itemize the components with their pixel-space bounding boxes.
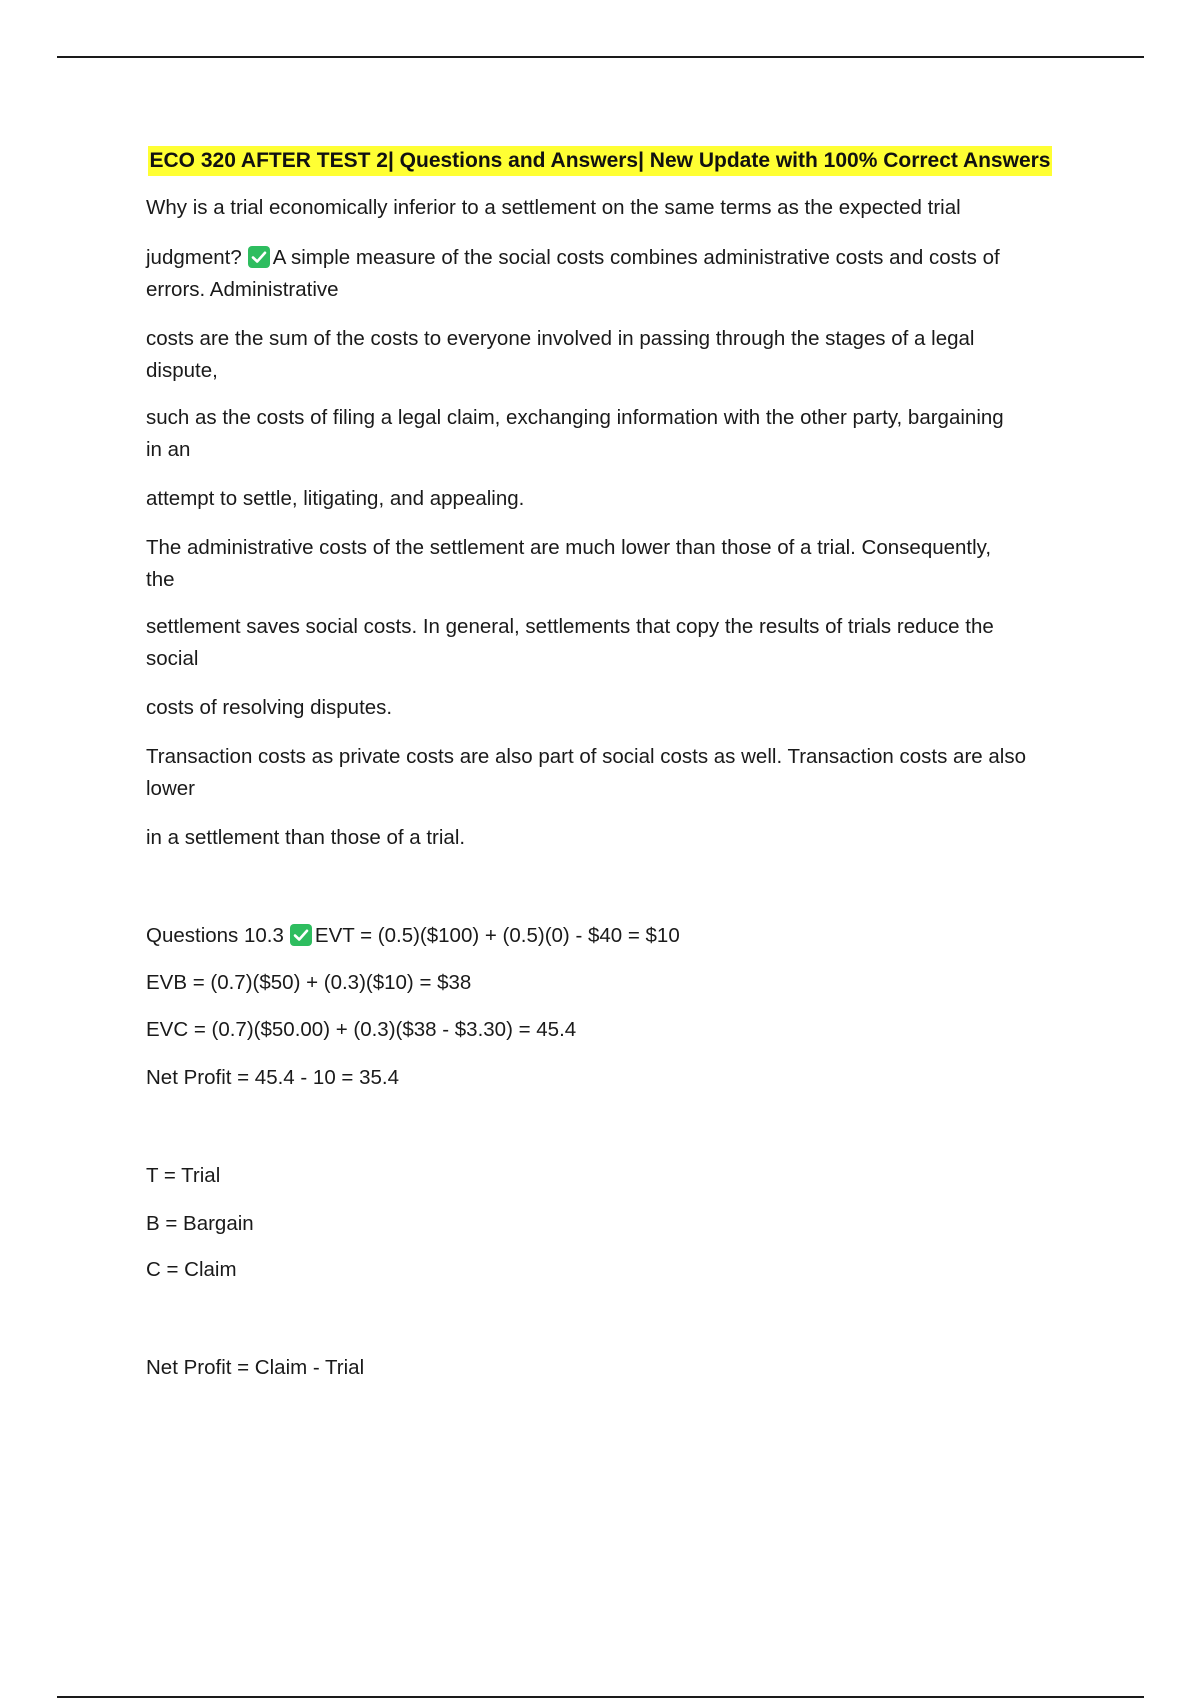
bottom-rule	[57, 1696, 1144, 1698]
question-2-line	[146, 920, 1086, 952]
document-title: ECO 320 AFTER TEST 2| Questions and Answers| New Update with 100% Correct Answers	[148, 146, 1053, 176]
answer-1-line: errors. Administrative	[146, 278, 339, 301]
check-mark-icon	[248, 246, 270, 268]
question-2-prompt: Questions 10.3	[146, 924, 284, 947]
net-profit-formula: Net Profit = Claim - Trial	[146, 1356, 365, 1379]
question-1-line-1: Why is a trial economically inferior to a settlement on the same terms as the expected trial	[146, 196, 961, 219]
equation-evc: EVC = (0.7)($50.00) + (0.3)($38 - $3.30) = 45.4	[146, 1018, 577, 1041]
answer-1-line: such as the costs of filing a legal claim, exchanging information with the other party, bargaining	[146, 406, 1004, 429]
legend-claim: C = Claim	[146, 1258, 237, 1281]
answer-1-line: lower	[146, 777, 195, 800]
answer-2-start: EVT = (0.5)($100) + (0.5)(0) - $40 = $10	[314, 924, 680, 947]
answer-1-line: in a settlement than those of a trial.	[146, 826, 466, 849]
answer-1-line: attempt to settle, litigating, and appealing.	[146, 487, 525, 510]
title-container	[0, 146, 1200, 176]
answer-1-start: A simple measure of the social costs combines administrative costs and costs of	[272, 246, 1000, 269]
legend-trial: T = Trial	[146, 1164, 221, 1187]
check-mark-icon	[290, 924, 312, 946]
answer-1-line: social	[146, 647, 199, 670]
question-1-line-2	[146, 242, 1086, 274]
equation-net-profit: Net Profit = 45.4 - 10 = 35.4	[146, 1066, 399, 1089]
legend-bargain: B = Bargain	[146, 1212, 254, 1235]
answer-1-line: costs of resolving disputes.	[146, 696, 393, 719]
answer-1-line: dispute,	[146, 359, 218, 382]
question-1-prompt-end: judgment?	[146, 246, 242, 269]
answer-1-line: settlement saves social costs. In general, settlements that copy the results of trials reduce the	[146, 615, 994, 638]
answer-1-line: the	[146, 568, 175, 591]
answer-1-line: costs are the sum of the costs to everyone involved in passing through the stages of a legal	[146, 327, 975, 350]
answer-1-line: in an	[146, 438, 191, 461]
top-rule	[57, 56, 1144, 58]
equation-evb: EVB = (0.7)($50) + (0.3)($10) = $38	[146, 971, 472, 994]
answer-1-line: Transaction costs as private costs are also part of social costs as well. Transaction costs are also	[146, 745, 1026, 768]
answer-1-line: The administrative costs of the settlement are much lower than those of a trial. Consequently,	[146, 536, 992, 559]
